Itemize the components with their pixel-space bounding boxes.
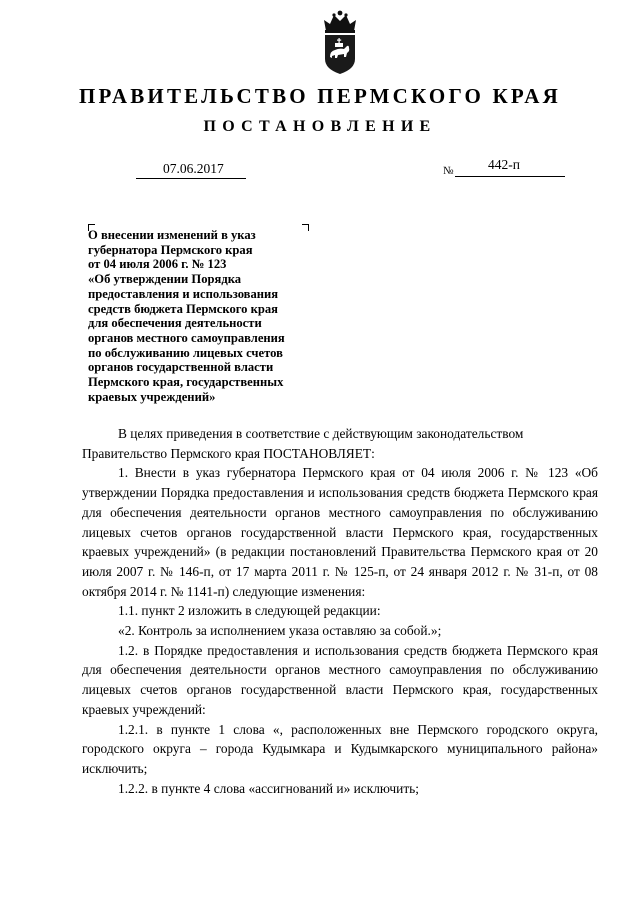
subject-line: Пермского края, государственных: [88, 375, 284, 390]
document-type-title: ПОСТАНОВЛЕНИЕ: [203, 118, 437, 135]
body-paragraph: 1. Внести в указ губернатора Пермского края от 04 июля 2006 г. № 123 «Об утверждении Порядка предоставления и использования средств бюджета Пермского края для обеспечения деятельности органов местного самоуправления по обслуживанию лицевых счетов органов государственной власти Пермского края, государственных краевых учреждений» (в редакции постановлений Правительства Пермского края от 20 июля 2007 г. № 146-п, от 17 марта 2011 г. № 125-п, от 24 января 2012 г. № 31-п, от 08 октября 2014 г. № 1141-п) следующие изменения:: [82, 465, 598, 599]
subject-line: О внесении изменений в указ: [88, 228, 256, 242]
document-date-field: [136, 161, 246, 179]
subject-line: органов местного самоуправления: [88, 330, 285, 345]
subject-line: краевых учреждений»: [88, 389, 216, 404]
coat-of-arms-emblem: [313, 9, 367, 75]
body-paragraph: В целях приведения в соответствие с действующим законодательством: [118, 426, 524, 441]
subject-line: органов государственной власти: [88, 360, 274, 375]
body-paragraph: 1.2.2. в пункте 4 слова «ассигнований и» исключить;: [118, 780, 420, 796]
subject-line: для обеспечения деятельности: [88, 316, 262, 331]
subject-line: по обслуживанию лицевых счетов: [88, 345, 283, 360]
subject-line: «Об утверждении Порядка: [88, 272, 242, 287]
body-paragraph: 1.2. в Порядке предоставления и использования средств бюджета Пермского края для обеспечения деятельности органов местного самоуправления по обслуживанию лицевых счетов органов государственной власти Пермского края, государственных краевых учреждений:: [82, 642, 598, 717]
subject-line: средств бюджета Пермского края: [88, 301, 279, 316]
subject-line: предоставления и использования: [88, 286, 279, 301]
subject-line: губернатора Пермского края: [88, 242, 253, 257]
subject-block: [88, 228, 338, 404]
document-number-field: [455, 157, 565, 177]
number-label: №: [443, 165, 454, 177]
subject-line: от 04 июля 2006 г. № 123: [88, 257, 227, 272]
body-paragraph: Правительство Пермского края ПОСТАНОВЛЯЕТ:: [82, 445, 375, 461]
organization-title: ПРАВИТЕЛЬСТВО ПЕРМСКОГО КРАЯ: [78, 84, 561, 108]
document-body: [82, 424, 598, 798]
document-date: 07.06.2017: [163, 161, 224, 176]
document-number: 442-п: [488, 157, 520, 172]
crown-icon: [324, 11, 356, 33]
body-paragraph: «2. Контроль за исполнением указа оставляю за собой.»;: [118, 623, 442, 639]
body-paragraph: 1.1. пункт 2 изложить в следующей редакции:: [118, 603, 381, 619]
body-paragraph: 1.2.1. в пункте 1 слова «, расположенных вне Пермского городского округа, городского округа – города Кудымкара и Кудымкарского муниципального района» исключить;: [82, 721, 598, 776]
